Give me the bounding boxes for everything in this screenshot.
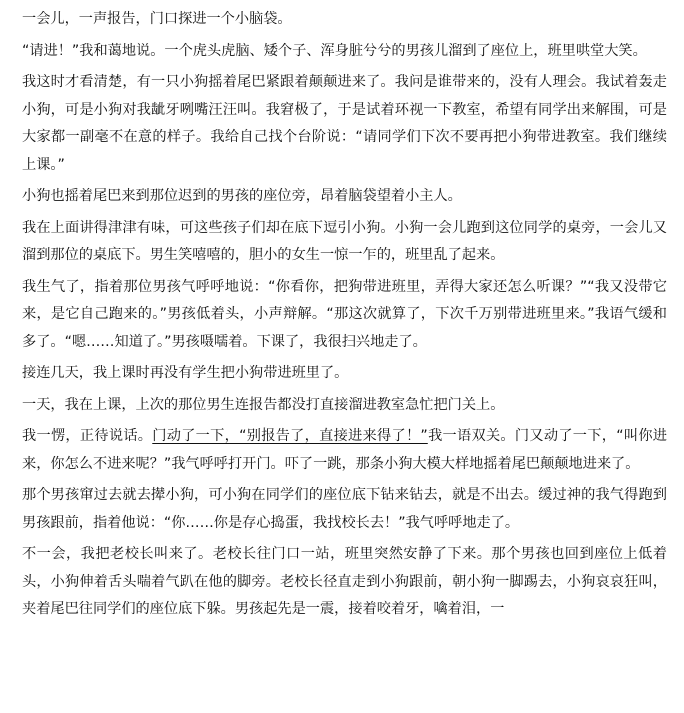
paragraph-4: 小狗也摇着尾巴来到那位迟到的男孩的座位旁，昂着脑袋望着小主人。 [22,188,462,204]
paragraph-5: 我在上面讲得津津有味，可这些孩子们却在底下逗引小狗。小狗一会儿跑到这位同学的桌旁，一会儿又溜到那位的桌底下。男生笑嘻嘻的，胆小的女生一惊一乍的，班里乱了起来。 [22,219,667,263]
paragraph-1: 一会儿，一声报告，门口探进一个小脑袋。 [22,11,292,27]
paragraph-6: 我生气了，指着那位男孩气呼呼地说：“你看你，把狗带进班里，弄得大家还怎么听课？”“我又没带它来，是它自己跑来的。”男孩低着头，小声辩解。“那这次就算了，下次千万别带进班里来。”我语气缓和多了。“嗯……知道了。”男孩嗫嚅着。下课了，我很扫兴地走了。 [22,278,667,350]
paragraph-9-after: 我一语双关。门又动了一下，“叫你进来，你怎么不进来呢？”我气呼呼打开门。吓了一跳，那条小狗大模大样地摇着尾巴颠颠地进来了。 [22,428,667,472]
paragraph-2: “请进！”我和蔼地说。一个虎头虎脑、矮个子、浑身脏兮兮的男孩儿溜到了座位上，班里哄堂大笑。 [22,42,647,59]
paragraph-9 [22,423,667,478]
paragraph-9-before: 我一愣，正待说话。 [22,428,153,444]
paragraph-11: 不一会，我把老校长叫来了。老校长往门口一站，班里突然安静了下来。那个男孩也回到座位上低着头，小狗伸着舌头喘着气趴在他的脚旁。老校长径直走到小狗跟前，朝小狗一脚踢去，小狗哀哀狂叫，夹着尾巴往同学们的座位底下躲。男孩起先是一震，接着咬着牙，噙着泪，一 [22,546,667,617]
paragraph-7: 接连几天，我上课时再没有学生把小狗带进班里了。 [22,365,349,381]
paragraph-10: 那个男孩窜过去就去撵小狗，可小狗在同学们的座位底下钻来钻去，就是不出去。缓过神的我气得跑到男孩跟前，指着他说：“你……你是存心捣蛋，我找校长去！”我气呼呼地走了。 [22,487,667,531]
paragraph-8: 一天，我在上课，上次的那位男生连报告都没打直接溜进教室急忙把门关上。 [22,396,505,413]
paragraph-3: 我这时才看清楚，有一只小狗摇着尾巴紧跟着颠颠进来了。我问是谁带来的，没有人理会。我试着轰走小狗，可是小狗对我龇牙咧嘴汪汪叫。我窘极了，于是试着环视一下教室，希望有同学出来解围，可是大家都一副毫不在意的样子。我给自己找个台阶说：“请同学们下次不要再把小狗带进教室。我们继续上课。” [22,74,667,173]
article-body [22,6,667,628]
underlined-sentence: 门动了一下，“别报告了，直接进来得了！” [152,428,428,444]
